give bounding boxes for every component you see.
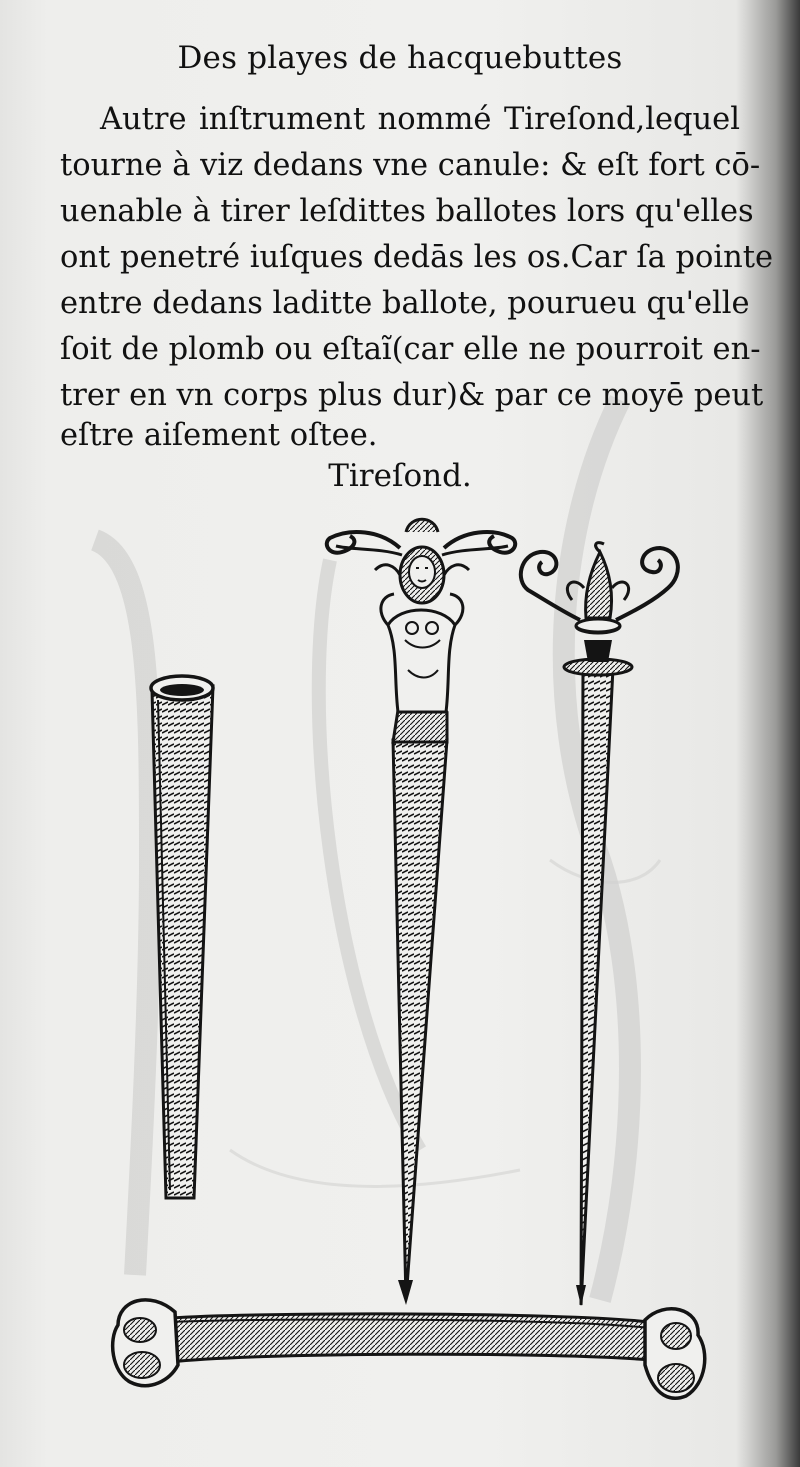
body-line-6: ſoit de plomb ou eſtaĩ(car elle ne pourroit en-	[60, 332, 761, 367]
body-line-3: uenable à tirer leſdittes ballotes lors qu'elles	[60, 194, 754, 229]
canule	[151, 676, 213, 1198]
body-line-7: trer en vn corps plus dur)& par ce moyē peut	[60, 378, 764, 413]
body-line-2: tourne à viz dedans vne canule: & eſt fort cō-	[60, 148, 761, 183]
body-line-4: ont penetré iuſques dedās les os.Car ſa pointe	[60, 240, 774, 275]
tirefond-figure-handle	[327, 519, 515, 1305]
femur-bone	[113, 1300, 705, 1398]
figure-caption: Tireſond.	[328, 458, 472, 494]
body-line-5: entre dedans laditte ballote, pourueu qu'elle	[60, 286, 750, 321]
running-head: Des playes de hacquebuttes	[177, 40, 623, 76]
body-line-8: eſtre aiſement oſtee.	[60, 418, 378, 453]
body-line-1: Autre inſtrument nommé Tireſond,lequel	[100, 102, 740, 137]
tirefond-leaf-handle	[521, 543, 678, 1306]
